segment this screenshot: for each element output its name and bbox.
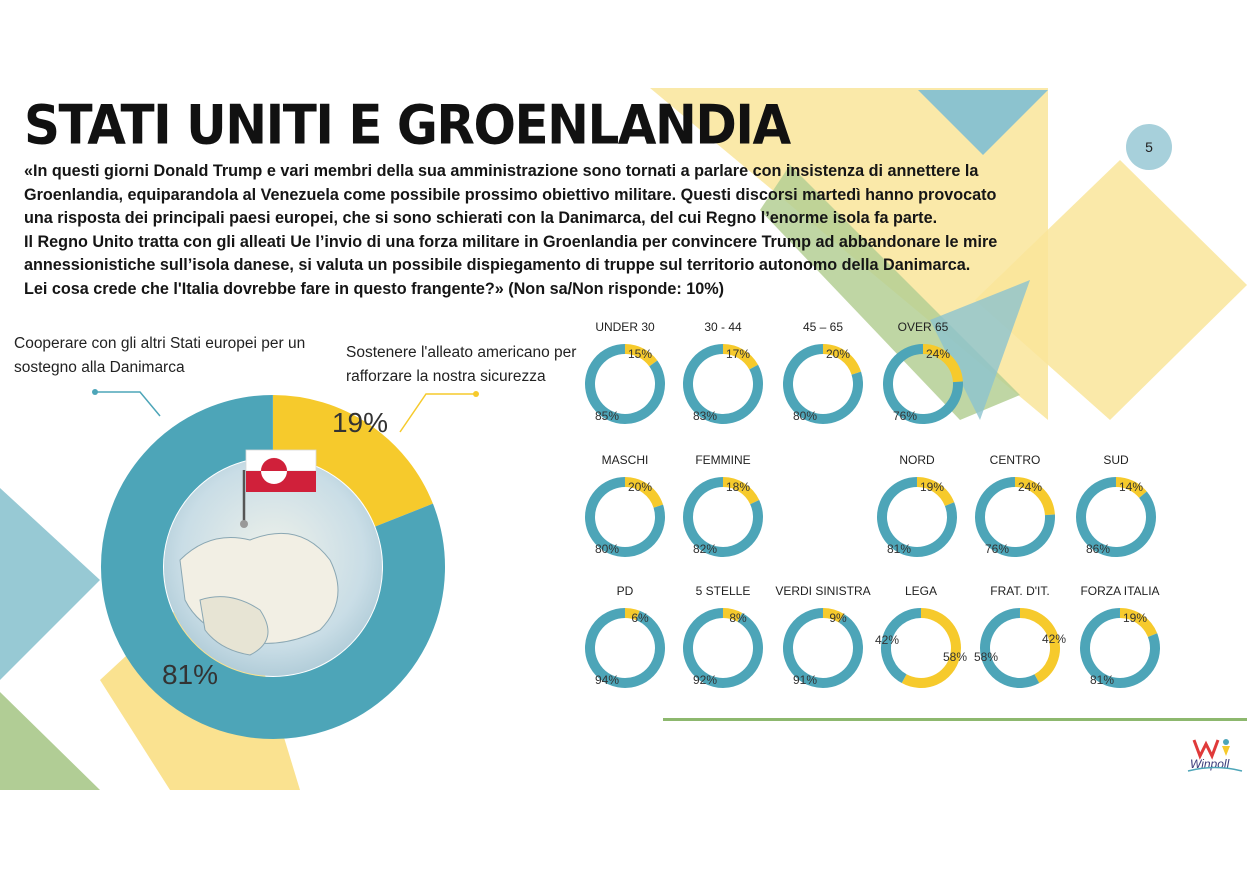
- data-label-teal: 82%: [692, 542, 718, 556]
- data-label-cooperare: 81%: [161, 659, 219, 690]
- data-label-yellow: 6%: [631, 611, 649, 625]
- data-label-teal: 42%: [874, 633, 900, 647]
- data-label-teal: 76%: [892, 409, 918, 423]
- data-label-yellow: 17%: [725, 347, 751, 361]
- data-label-teal: 58%: [973, 650, 999, 664]
- data-label-yellow: 24%: [1017, 480, 1043, 494]
- data-label-yellow: 19%: [1122, 611, 1148, 625]
- donut-5-stelle: [688, 584, 758, 687]
- donut-title: UNDER 30: [595, 320, 655, 334]
- data-label-teal: 80%: [792, 409, 818, 423]
- data-label-yellow: 58%: [942, 650, 968, 664]
- slice-teal: [985, 613, 1037, 683]
- donut-title: NORD: [899, 453, 935, 467]
- data-label-sostenere: 19%: [331, 407, 389, 438]
- page-title: STATI UNITI E GROENLANDIA: [24, 94, 790, 157]
- donut-30-44: [688, 320, 758, 423]
- donut-title: SUD: [1103, 453, 1129, 467]
- donut-title: CENTRO: [989, 453, 1041, 467]
- donut-maschi: [590, 453, 660, 556]
- data-label-teal: 86%: [1085, 542, 1111, 556]
- donut-pd: [590, 584, 660, 687]
- data-label-teal: 83%: [692, 409, 718, 423]
- data-label-teal: 81%: [1089, 673, 1115, 687]
- intro-line: «In questi giorni Donald Trump e vari membri della sua amministrazione sono tornati a parlare con insistenza di annettere la: [24, 162, 979, 180]
- data-label-teal: 92%: [692, 673, 718, 687]
- donut-centro: [980, 453, 1050, 556]
- donut-title: FORZA ITALIA: [1080, 584, 1160, 598]
- donut-title: FRAT. D'IT.: [990, 584, 1050, 598]
- donut-verdi-sinistra: [775, 584, 870, 687]
- data-label-yellow: 24%: [925, 347, 951, 361]
- donut-forza-italia: [1080, 584, 1159, 687]
- intro-line: Groenlandia, equiparandola al Venezuela come possibile prossimo obiettivo militare. Questi discorsi martedì hanno provocato: [24, 185, 997, 204]
- donut-lega: [875, 584, 967, 683]
- data-label-yellow: 20%: [627, 480, 653, 494]
- intro-line: Il Regno Unito tratta con gli alleati Ue l’invio di una forza militare in Groenlandia per convincere Trump ad abbandonare le mire: [24, 232, 998, 251]
- svg-text:Winpoll: Winpoll: [1190, 757, 1230, 771]
- data-label-yellow: 19%: [919, 480, 945, 494]
- data-label-yellow: 42%: [1041, 632, 1067, 646]
- data-label-yellow: 20%: [825, 347, 851, 361]
- donut-frat-d-it-: [974, 584, 1066, 683]
- data-label-yellow: 15%: [627, 347, 653, 361]
- donut-title: FEMMINE: [695, 453, 751, 467]
- data-label-yellow: 18%: [725, 480, 751, 494]
- intro-line: annessionistiche sull’isola danese, si valuta un possibile dispiegamento di truppe sul territorio autonomo della Danimarca.: [24, 256, 971, 275]
- intro-line: una risposta dei principali paesi europei, che si sono schierati con la Danimarca, del cui Regno l’enorme isola fa parte.: [24, 209, 938, 228]
- donut-title: LEGA: [904, 584, 938, 598]
- donut-sud: [1081, 453, 1151, 556]
- donut-over-65: [888, 320, 958, 423]
- intro-line: Lei cosa crede che l'Italia dovrebbe fare in questo frangente?» (Non sa/Non risponde: 10%): [24, 279, 725, 298]
- donut-45-65: [788, 320, 858, 423]
- donut-title: OVER 65: [897, 320, 949, 334]
- donut-title: VERDI SINISTRA: [775, 584, 871, 598]
- legend-label-sostenere: Sostenere l'alleato americano per rafforzare la nostra sicurezza: [346, 344, 577, 385]
- data-label-teal: 76%: [984, 542, 1010, 556]
- donut-title: 5 STELLE: [695, 584, 751, 598]
- legend-label-cooperare: Cooperare con gli altri Stati europei per un sostegno alla Danimarca: [14, 335, 306, 376]
- donut-title: MASCHI: [601, 453, 649, 467]
- data-label-teal: 94%: [594, 673, 620, 687]
- data-label-teal: 85%: [594, 409, 620, 423]
- donut-title: 30 - 44: [704, 320, 742, 334]
- donut-femmine: [688, 453, 758, 556]
- donut-title: 45 – 65: [802, 320, 844, 334]
- data-label-yellow: 8%: [729, 611, 747, 625]
- data-label-yellow: 14%: [1118, 480, 1144, 494]
- slice-yellow: [904, 613, 956, 683]
- data-label-teal: 91%: [792, 673, 818, 687]
- intro-text: [24, 160, 1124, 302]
- page-number-badge: 5: [1126, 124, 1172, 170]
- data-label-teal: 80%: [594, 542, 620, 556]
- donut-nord: [882, 453, 952, 556]
- donut-title: PD: [616, 584, 634, 598]
- divider-line: [663, 718, 1247, 721]
- data-label-teal: 81%: [886, 542, 912, 556]
- winpoll-logo: [1186, 734, 1244, 774]
- data-label-yellow: 9%: [829, 611, 847, 625]
